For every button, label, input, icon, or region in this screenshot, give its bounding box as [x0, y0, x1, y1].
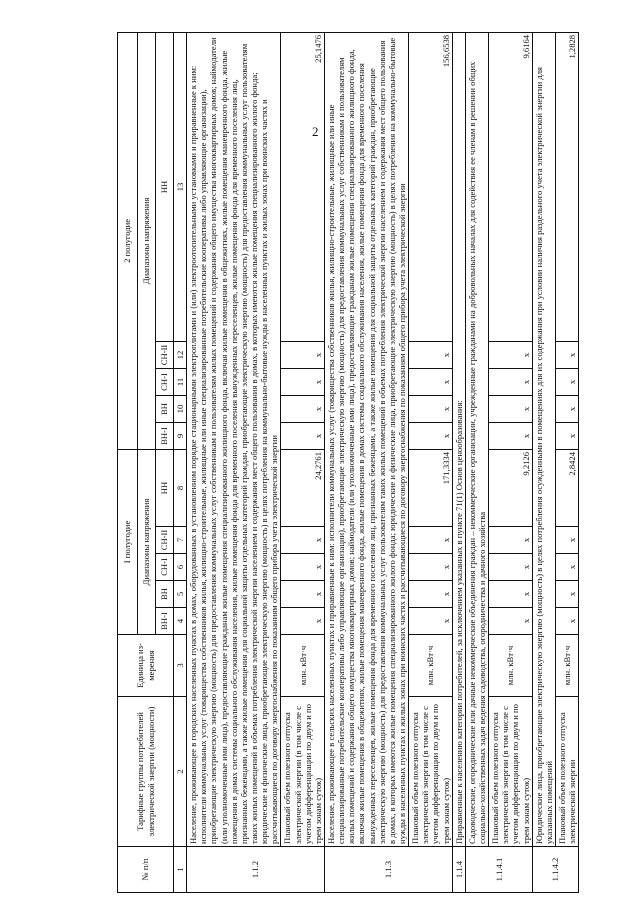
- row-number: 1.1.4.1: [465, 847, 532, 893]
- value-cell: х: [555, 341, 578, 368]
- plan-label: Плановый объем полезного отпуска электрической энергии (в том числе с учетом дифференциации по двум и по трем зонам суток): [409, 697, 453, 847]
- header-half1: I полугодие: [118, 449, 138, 634]
- group-description: Юридические лица, приобретающие электрическую энергию (мощность) в целях потребления осужденными в помещениях для их содержания при условии наличия раздельного учета электрической энергии для указанных помещений: [532, 32, 555, 846]
- value-cell: х: [409, 422, 453, 449]
- tariff-table: [117, 32, 579, 893]
- col-number: 5: [174, 581, 187, 608]
- unit-cell: млн. кВт·ч: [489, 635, 533, 697]
- voltage-label: СН-II: [156, 341, 174, 368]
- value-cell: х: [409, 527, 453, 554]
- value-cell: х: [281, 368, 325, 395]
- value-cell: х: [281, 608, 325, 635]
- group-description: Приравненные к населению категории потребителей, за исключением указанных в пункте 71(1) Основ ценообразования:: [452, 32, 465, 846]
- voltage-label: СН-II: [156, 527, 174, 554]
- value-cell: х: [409, 608, 453, 635]
- unit-cell: млн. кВт·ч: [555, 635, 578, 697]
- value-cell: х: [555, 581, 578, 608]
- group-description: Население, проживающее в городских населенных пунктах в домах, оборудованных в установленном порядке стационарными электроплитами и (или) электроотопительными установками и приравненные к ним: исполнители коммунальных услуг (товарищества собственников жилья, жилищно-строительные, жилищные или иные специализированные потребительские кооперативы либо управляющие организации), приобретающие электрическую энергию (мощность) для предоставления коммунальных услуг собственникам и пользователям жилых помещений и содержания общего имущества многоквартирных домов; наймодатели (или уполномоченные ими лица), предоставляющие гражданам жилые помещения специализированного жилищного фонда, включая жилые помещения в общежитиях, жилые помещения маневренного фонда, жилые помещения в домах системы социального обслуживания населения, жилые помещения фонда для временного поселения вынужденных переселенцев, жилые помещения фонда для временного поселения лиц, признанных беженцами, а также жилые помещения для социальной защиты отдельных категорий граждан, приобретающие электрическую энергию (мощность) для предоставления коммунальных услуг пользователям таких жилых помещений в объемах потребления электрической энергии населением и содержания мест общего пользования в домах, в которых имеются жилые помещения специализированного жилого фонда; юридические и физические лица, приобретающие электрическую энергию (мощность) в целях потребления на коммунально-бытовые нужды в населенных пунктах и жилых зонах при воинских частях и рассчитывающиеся по договору энергоснабжения по показаниям общего прибора учета электрической энергии: [187, 32, 281, 846]
- value-cell: х: [489, 368, 533, 395]
- col-number: 2: [174, 697, 187, 847]
- value-cell: х: [555, 368, 578, 395]
- header-range-1: Диапазоны напряжения: [138, 449, 156, 634]
- value-cell: х: [281, 581, 325, 608]
- value-cell: 25,1476: [281, 32, 325, 341]
- value-cell: х: [489, 554, 533, 581]
- group-description: Население, проживающее в сельских населенных пунктах и приравненные к ним: исполнители коммунальных услуг (товарищества собственников жилья, жилищно-строительные, жилищные или иные специализированные потребительские кооперативы либо управляющие организации), приобретающие электрическую энергию (мощность) для предоставления коммунальных услуг собственникам и пользователям жилых помещений и содержания общего имущества многоквартирных домов; наймодатели (или уполномоченные ими лица), предоставляющие гражданам жилые помещения специализированного жилищного фонда, включая жилые помещения в общежитиях, жилые помещения маневренного фонда, жилые помещения в домах системы социального обслуживания населения, жилые помещения фонда для временного поселения вынужденных переселенцев, жилые помещения фонда для временного поселения лиц, признанных беженцами, а также жилые помещения для социальной защиты отдельных категорий граждан, приобретающие электрическую энергию (мощность) для предоставления коммунальных услуг пользователям таких жилых помещений в объемах потребления электрической энергии населением и содержания мест общего пользования в домах, в которых имеются жилые помещения специализированного жилого фонда; юридические и физические лица, приобретающие электрическую энергию (мощность) в целях потребления на коммунально-бытовые нужды в населенных пунктах и жилых зонах при воинских частях и рассчитывающиеся по договору энергоснабжения по показаниям общего прибора учета электрической энергии: [324, 32, 408, 846]
- value-cell: х: [555, 527, 578, 554]
- col-number: 12: [174, 341, 187, 368]
- voltage-label: НН: [156, 32, 174, 341]
- header-range-2: Диапазоны напряжения: [138, 32, 156, 449]
- header-unit: Единица из-мерения: [118, 635, 174, 697]
- value-cell: 171,3334: [409, 449, 453, 526]
- value-cell: 24,2761: [281, 449, 325, 526]
- value-cell: 9,6164: [489, 32, 533, 341]
- col-number: 7: [174, 527, 187, 554]
- value-cell: х: [555, 608, 578, 635]
- col-number: 10: [174, 395, 187, 422]
- value-cell: х: [281, 422, 325, 449]
- plan-label: Плановый объем полезного отпуска электрической энергии (в том числе с учетом дифференциации по двум и по трем зонам суток): [281, 697, 325, 847]
- value-cell: х: [409, 395, 453, 422]
- header-num: № п/п: [118, 847, 174, 893]
- value-cell: х: [409, 554, 453, 581]
- col-number: 3: [174, 635, 187, 697]
- value-cell: х: [555, 422, 578, 449]
- group-description: Садоводческие, огороднические или дачные некоммерческие объединения граждан – некоммерческие организации, учрежденные гражданами на добровольных началах для содействия ее членам в решении общих социально-хозяйственных задач ведения садоводства, огородничества и дачного хозяйства: [465, 32, 488, 846]
- value-cell: х: [409, 341, 453, 368]
- value-cell: х: [555, 554, 578, 581]
- value-cell: х: [489, 422, 533, 449]
- plan-label: Плановый объем полезного отпуска электрической энергии (в том числе с учетом дифференциации по двум и по трем зонам суток): [489, 697, 533, 847]
- col-number: 9: [174, 422, 187, 449]
- col-number: 8: [174, 449, 187, 526]
- value-cell: х: [409, 368, 453, 395]
- value-cell: х: [489, 341, 533, 368]
- col-number: 4: [174, 608, 187, 635]
- value-cell: 9,2126: [489, 449, 533, 526]
- value-cell: х: [489, 581, 533, 608]
- voltage-label: ВН: [156, 395, 174, 422]
- value-cell: х: [409, 581, 453, 608]
- voltage-label: НН: [156, 449, 174, 526]
- col-number: 11: [174, 368, 187, 395]
- value-cell: х: [555, 395, 578, 422]
- unit-cell: млн. кВт·ч: [409, 635, 453, 697]
- value-cell: х: [281, 395, 325, 422]
- row-number: 1.1.4.2: [532, 847, 579, 893]
- voltage-label: СН-I: [156, 554, 174, 581]
- value-cell: х: [489, 527, 533, 554]
- value-cell: 1,2828: [555, 32, 578, 341]
- rotated-page: [117, 33, 617, 893]
- value-cell: 2,8424: [555, 449, 578, 526]
- value-cell: 156,6538: [409, 32, 453, 341]
- voltage-label: ВН-I: [156, 422, 174, 449]
- header-half2: 2 полугодие: [118, 32, 138, 449]
- col-number: 13: [174, 32, 187, 341]
- value-cell: х: [489, 395, 533, 422]
- voltage-label: ВН: [156, 581, 174, 608]
- voltage-label: ВН-I: [156, 608, 174, 635]
- value-cell: х: [281, 527, 325, 554]
- row-number: 1.1.2: [187, 847, 325, 893]
- value-cell: х: [281, 341, 325, 368]
- col-number: 1: [174, 847, 187, 893]
- voltage-label: СН-I: [156, 368, 174, 395]
- value-cell: х: [489, 608, 533, 635]
- row-number: 1.1.3: [324, 847, 452, 893]
- header-group: Тарифные группы потребителей электрической энергии (мощности): [118, 697, 174, 847]
- row-number: 1.1.4: [452, 847, 465, 893]
- value-cell: х: [281, 554, 325, 581]
- plan-label: Плановый объем полезного отпуска электрической энергии: [555, 697, 578, 847]
- unit-cell: млн. кВт·ч: [281, 635, 325, 697]
- col-number: 6: [174, 554, 187, 581]
- page-number: 2: [312, 124, 319, 139]
